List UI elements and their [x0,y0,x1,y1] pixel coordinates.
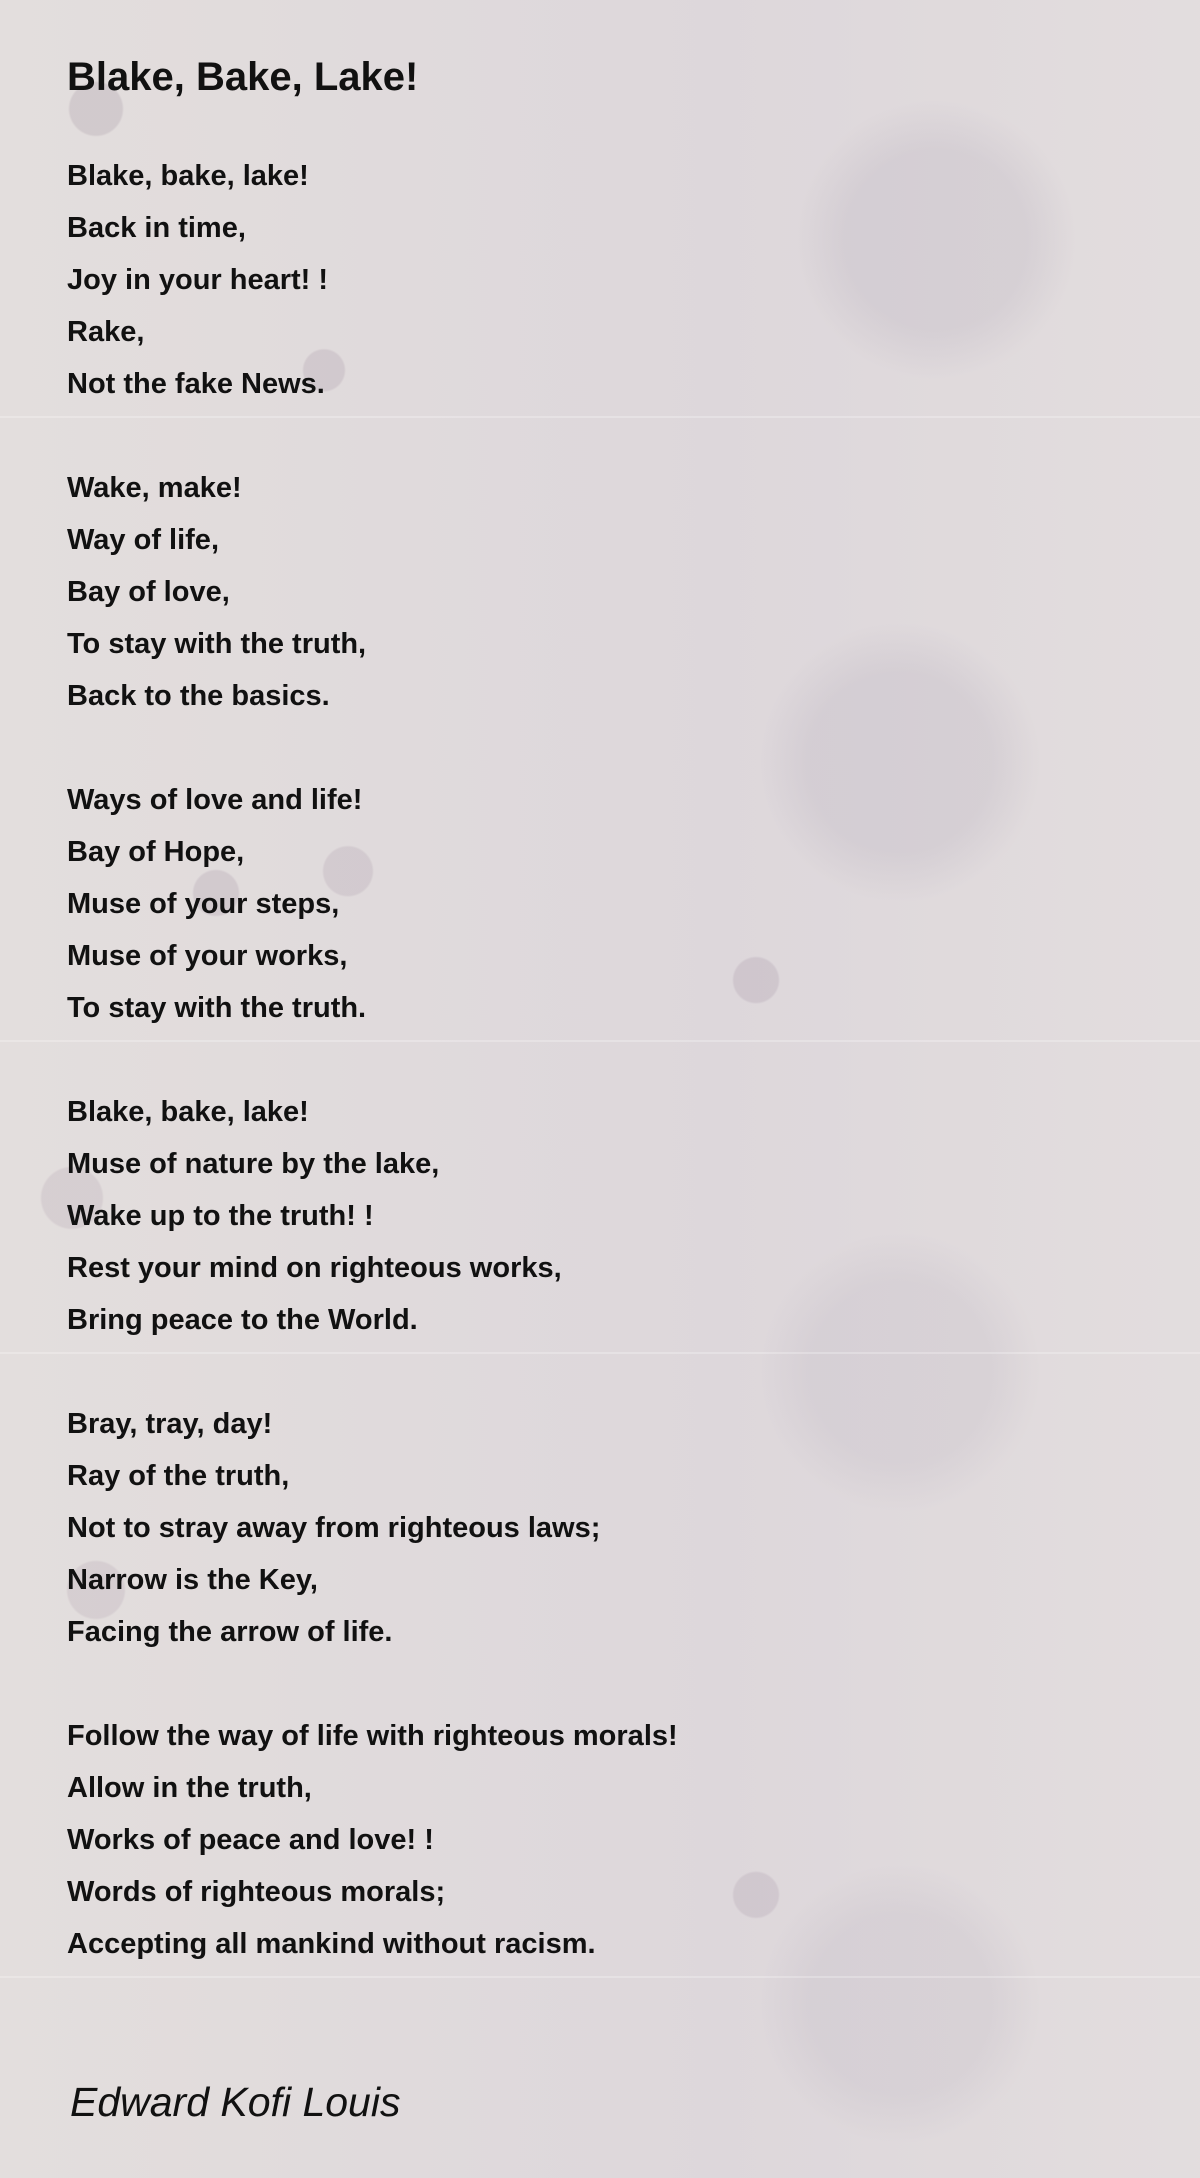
poem-line: Muse of your works, [67,940,348,972]
poem-line: Words of righteous morals; [67,1876,446,1908]
stanza-5 [67,1398,678,1658]
poem-line: Ray of the truth, [67,1460,290,1492]
poem-line: Ways of love and life! [67,784,363,816]
poem-line: Rest your mind on righteous works, [67,1252,562,1284]
poem-line: To stay with the truth, [67,628,367,660]
poem-line: Allow in the truth, [67,1772,312,1804]
stanza-2 [67,462,678,722]
poem-line: Bring peace to the World. [67,1304,418,1336]
poem-line: Way of life, [67,524,219,556]
stanza-6 [67,1710,678,1970]
poem-line: Bay of Hope, [67,836,245,868]
poem-title: Blake, Bake, Lake! [67,55,419,99]
poem-line: Narrow is the Key, [67,1564,318,1596]
poem-line: Bray, tray, day! [67,1408,273,1440]
poem-line: Facing the arrow of life. [67,1616,393,1648]
poem-line: Not the fake News. [67,368,325,400]
poem-line: Accepting all mankind without racism. [67,1928,596,1960]
poem-line: Muse of nature by the lake, [67,1148,440,1180]
poem-line: Joy in your heart! ! [67,264,329,296]
poem-line: Works of peace and love! ! [67,1824,434,1856]
stanza-3 [67,774,678,1034]
poem-line: Back in time, [67,212,246,244]
poem-line: Blake, bake, lake! [67,160,309,192]
poem-body [67,150,678,2022]
poem-line: To stay with the truth. [67,992,367,1024]
stanza-4 [67,1086,678,1346]
poem-line: Wake up to the truth! ! [67,1200,374,1232]
stanza-1 [67,150,678,410]
poem-line: Bay of love, [67,576,230,608]
poem-line: Blake, bake, lake! [67,1096,309,1128]
poem-line: Back to the basics. [67,680,330,712]
poem-line: Muse of your steps, [67,888,340,920]
poem-author: Edward Kofi Louis [70,2079,401,2125]
poem-line: Rake, [67,316,145,348]
poem-line: Follow the way of life with righteous morals! [67,1720,678,1752]
poem-line: Wake, make! [67,472,242,504]
poem-line: Not to stray away from righteous laws; [67,1512,601,1544]
